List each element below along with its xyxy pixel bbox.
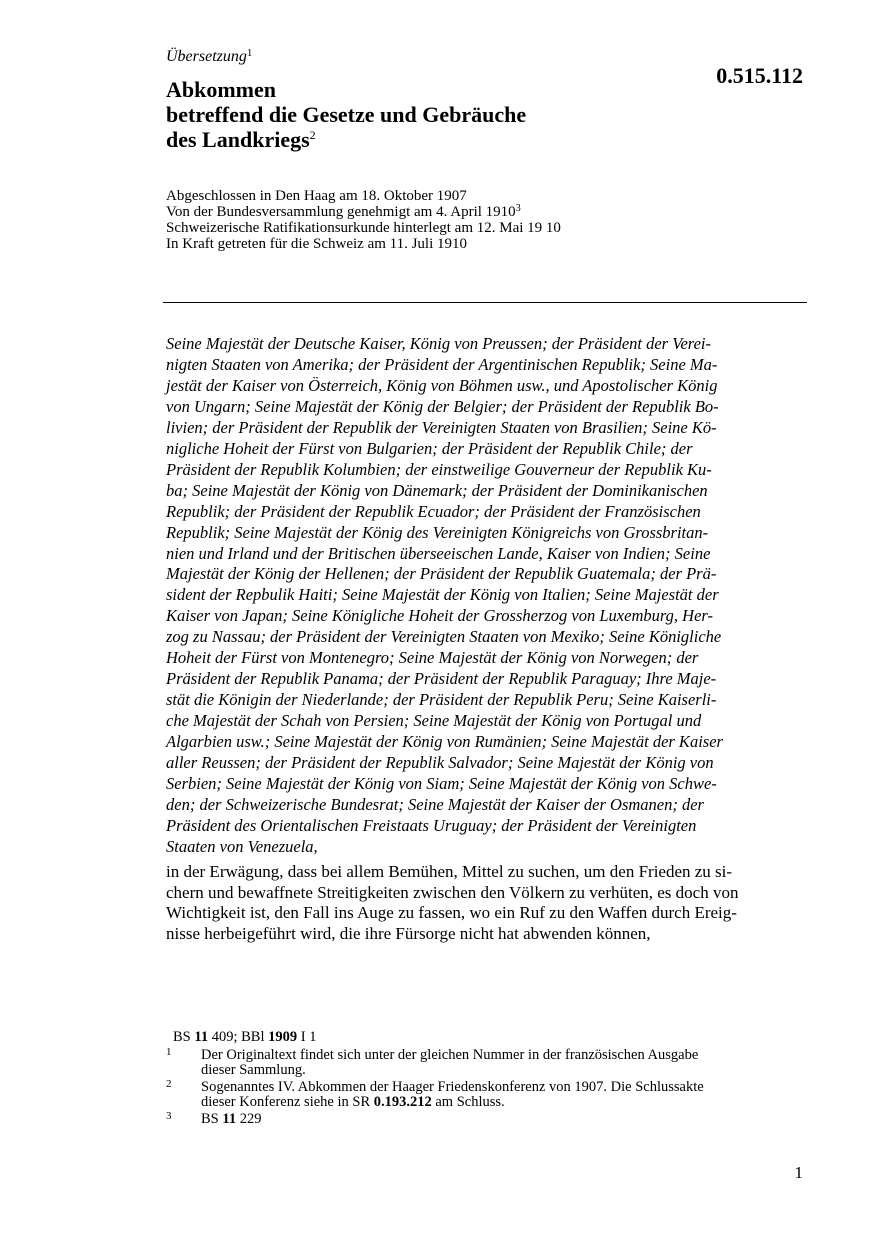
preamble-line: Staaten von Venezuela, [166, 836, 318, 856]
consideration-line: in der Erwägung, dass bei allem Bemühen, Mittel zu suchen, um den Frieden zu si- [166, 862, 733, 881]
preamble-line: Republik; Seine Majestät der König des Vereinigten Königreichs von Grossbritan- [166, 522, 709, 542]
consideration-paragraph [166, 862, 806, 944]
preamble-line: nigten Staaten von Amerika; der Präsident der Argentinischen Republik; Seine Ma- [166, 354, 718, 374]
preamble-line: Serbien; Seine Majestät der König von Siam; Seine Majestät der König von Schwe- [166, 774, 717, 794]
preamble-line: Präsident des Orientalischen Freistaats Uruguay; der Präsident der Vereinigten [166, 815, 697, 835]
footnote-number: 1 [166, 1046, 172, 1058]
footnote-3 [166, 1112, 816, 1127]
meta-in-force: In Kraft getreten für die Schweiz am 11. Juli 1910 [166, 236, 468, 252]
document-title [166, 77, 526, 152]
footnote-line [201, 1095, 816, 1110]
footnote-number: 2 [166, 1078, 172, 1090]
preamble-line: nigliche Hoheit der Fürst von Bulgarien; der Präsident der Republik Chile; der [166, 438, 693, 458]
preamble-line: che Majestät der Schah von Persien; Seine Majestät der König von Portugal und [166, 711, 702, 731]
preamble-line: ba; Seine Majestät der König von Dänemark; der Präsident der Dominikanischen [166, 480, 708, 500]
footnote-line [201, 1112, 816, 1127]
footnote-ref-2[interactable]: 2 [309, 128, 316, 142]
source-ref-year: 1909 [268, 1029, 298, 1045]
sr-reference-link[interactable]: 0.193.212 [373, 1093, 432, 1110]
preamble-line: von Ungarn; Seine Majestät der König der Belgier; der Präsident der Republik Bo- [166, 396, 719, 416]
source-ref-volume: 11 [194, 1029, 209, 1045]
preamble-line: Kaiser von Japan; Seine Königliche Hoheit der Grossherzog von Luxemburg, Her- [166, 606, 713, 626]
footnote-2 [166, 1080, 816, 1109]
footnote-line: Sogenanntes IV. Abkommen der Haager Friedenskonferenz von 1907. Die Schlussakte [201, 1079, 704, 1095]
preamble-line: jestät der Kaiser von Österreich, König von Böhmen usw., und Apostolischer König [166, 375, 718, 395]
footnote-text: am Schluss. [431, 1093, 505, 1110]
sr-number: 0.515.112 [716, 63, 803, 88]
preamble-line: Hoheit der Fürst von Montenegro; Seine Majestät der König von Norwegen; der [166, 648, 699, 668]
page-number: 1 [794, 1163, 803, 1182]
translation-text: Übersetzung [166, 48, 247, 65]
footnote-text: BS [201, 1111, 223, 1127]
footnote-1 [166, 1048, 816, 1077]
consideration-line: Wichtigkeit ist, den Fall ins Auge zu fassen, wo ein Ruf zu den Waffen durch Ereig- [166, 903, 737, 922]
meta-approved-line [166, 204, 561, 220]
preamble-line: zog zu Nassau; der Präsident der Vereinigten Staaten von Mexiko; Seine Königliche [166, 627, 722, 647]
footnote-text: 229 [236, 1111, 262, 1127]
meta-ratification: Schweizerische Ratifikationsurkunde hinterlegt am 12. Mai 19 10 [166, 220, 561, 236]
preamble-line: nien und Irland und der Britischen überseeischen Lande, Kaiser von Indien; Seine [166, 543, 711, 563]
meta-block [166, 188, 561, 252]
title-line-1: Abkommen [166, 77, 277, 102]
footnote-ref-3[interactable]: 3 [515, 203, 521, 214]
translation-label [166, 47, 252, 67]
footnote-text: dieser Konferenz siehe in SR [201, 1093, 374, 1110]
consideration-line: chern und bewaffnete Streitigkeiten zwischen den Völkern zu verhüten, es doch von [166, 882, 739, 902]
footnote-line: Der Originaltext findet sich unter der gleichen Nummer in der französischen Ausgabe [201, 1047, 699, 1063]
source-reference [173, 1029, 316, 1046]
source-ref-part: I 1 [297, 1029, 317, 1045]
footnote-line: dieser Sammlung. [201, 1061, 306, 1078]
title-line-3 [166, 127, 526, 152]
preamble-line: livien; der Präsident der Republik der Vereinigten Staaten von Brasilien; Seine Kö- [166, 417, 717, 437]
source-ref-part: BS [173, 1029, 195, 1045]
footnotes [166, 1048, 816, 1130]
title-line-2: betreffend die Gesetze und Gebräuche [166, 102, 527, 127]
consideration-line: nisse herbeigeführt wird, die ihre Fürsorge nicht hat abwenden können, [166, 923, 651, 943]
footnote-number: 3 [166, 1110, 172, 1122]
source-ref-part: 409; BBl [208, 1029, 269, 1045]
footnote-ref-1[interactable]: 1 [246, 47, 253, 59]
preamble-line: sident der Repbulik Haiti; Seine Majestät der König von Italien; Seine Majestät der [166, 585, 719, 605]
preamble-line: Majestät der König der Hellenen; der Präsident der Republik Guatemala; der Prä- [166, 564, 717, 584]
preamble-line: Republik; der Präsident der Republik Ecuador; der Präsident der Französischen [166, 501, 701, 521]
preamble-line: Seine Majestät der Deutsche Kaiser, König von Preussen; der Präsident der Verei- [166, 334, 712, 353]
preamble-line: den; der Schweizerische Bundesrat; Seine Majestät der Kaiser der Osmanen; der [166, 794, 704, 814]
meta-approved: Von der Bundesversammlung genehmigt am 4. April 1910 [166, 204, 516, 220]
header-divider [163, 302, 807, 303]
preamble-line: stät die Königin der Niederlande; der Präsident der Republik Peru; Seine Kaiserli- [166, 690, 717, 710]
preamble [166, 334, 806, 858]
meta-concluded: Abgeschlossen in Den Haag am 18. Oktober 1907 [166, 188, 467, 204]
preamble-line: Präsident der Republik Kolumbien; der einstweilige Gouverneur der Republik Ku- [166, 459, 712, 479]
preamble-line: Präsident der Republik Panama; der Präsident der Republik Paraguay; Ihre Maje- [166, 669, 717, 689]
preamble-line: Algarbien usw.; Seine Majestät der König von Rumänien; Seine Majestät der Kaiser [166, 732, 723, 752]
footnote-volume: 11 [222, 1111, 237, 1127]
preamble-line: aller Reussen; der Präsident der Republik Salvador; Seine Majestät der König von [166, 753, 714, 773]
title-line-3-text: des Landkriegs [166, 127, 310, 152]
